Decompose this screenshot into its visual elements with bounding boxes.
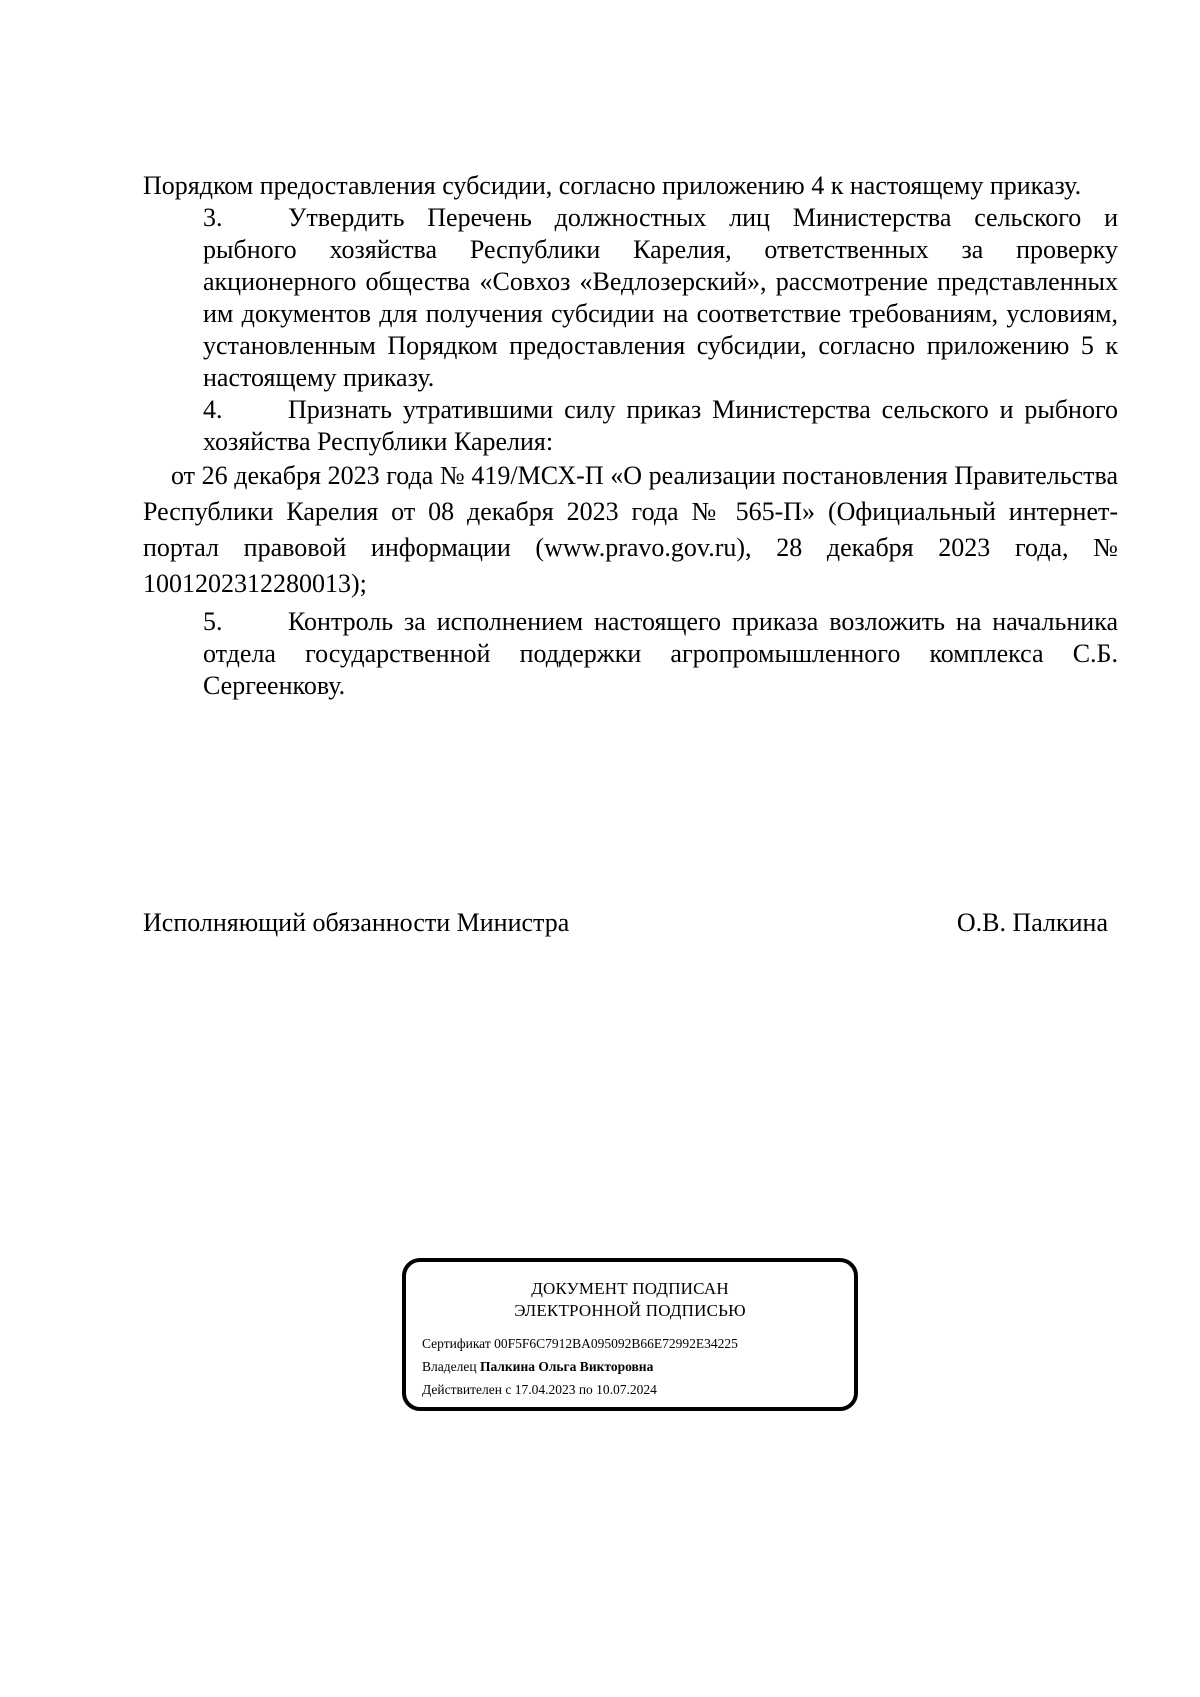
item-4-number: 4. (203, 395, 223, 424)
stamp-title-line-2: ЭЛЕКТРОННОЙ ПОДПИСЬЮ (514, 1301, 746, 1320)
signer-position: Исполняющий обязанности Министра (143, 908, 570, 937)
owner-value: Палкина Ольга Викторовна (479, 1359, 654, 1374)
owner-label: Владелец (422, 1359, 477, 1374)
document-body (143, 170, 1118, 702)
valid-from: 17.04.2023 (514, 1382, 576, 1397)
signer-name: О.В. Палкина (956, 908, 1108, 937)
cert-label: Сертификат (422, 1336, 491, 1351)
stamp-title-line-1: ДОКУМЕНТ ПОДПИСАН (531, 1279, 729, 1298)
electronic-signature-stamp (402, 1258, 858, 1411)
stamp-title (406, 1278, 854, 1322)
stamp-validity-row (406, 1378, 854, 1401)
valid-label: Действителен (422, 1382, 502, 1397)
stamp-owner-row (406, 1355, 854, 1378)
stamp-details (406, 1332, 854, 1401)
item-3-number: 3. (203, 203, 223, 232)
stamp-certificate-row (406, 1332, 854, 1355)
item-4-text: Признать утратившими силу приказ Министерства сельского и рыбного хозяйства Республики Карелия: (203, 395, 1118, 456)
item-3 (143, 202, 1118, 394)
item-5-text: Контроль за исполнением настоящего приказа возложить на начальника отдела государственной поддержки агропромышленного комплекса С.Б. Сергеенкову. (203, 607, 1118, 700)
item-3-text: Утвердить Перечень должностных лиц Министерства сельского и рыбного хозяйства Республики Карелия, ответственных за проверку акционерного общества «Совхоз «Ведлозерский», рассмотрение представленных им документов для получения субсидии на соответствие требованиям, условиям, установленным Порядком предоставления субсидии, согласно приложению 5 к настоящему приказу. (203, 203, 1118, 392)
item-5 (143, 606, 1118, 702)
item-4 (143, 394, 1118, 458)
valid-to: 10.07.2024 (596, 1382, 657, 1397)
paragraph-continuation: Порядком предоставления субсидии, согласно приложению 4 к настоящему приказу. (143, 171, 1082, 200)
item-4-subitem: от 26 декабря 2023 года № 419/МСХ-П «О реализации постановления Правительства Республики Карелия от 08 декабря 2023 года № 565-П» (Официальный интернет-портал правовой информации (www.pravo.gov.ru), 28 декабря 2023 года, № 1001202312280013); (143, 461, 1118, 598)
valid-from-label: с (505, 1382, 512, 1397)
cert-value: 00F5F6C7912BA095092B66E72992E34225 (494, 1336, 738, 1351)
valid-to-label: по (578, 1382, 593, 1397)
item-5-number: 5. (203, 607, 223, 636)
